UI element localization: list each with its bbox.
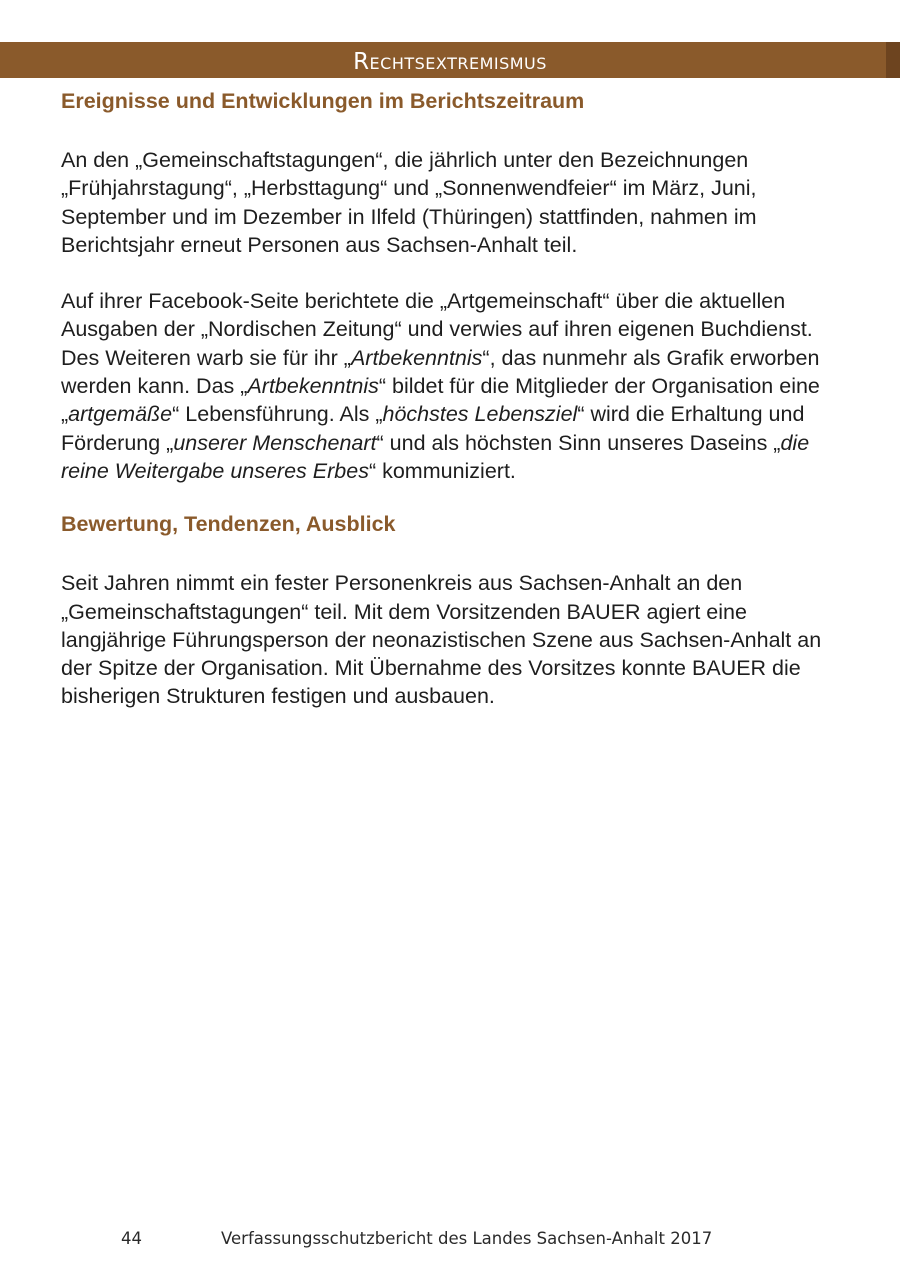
report-title: Verfassungsschutzbericht des Landes Sachsen-Anhalt 2017 — [221, 1229, 713, 1248]
paragraph-facebook — [61, 287, 851, 485]
page-content — [61, 84, 851, 711]
section-heading-events: Ereignisse und Entwicklungen im Berichtszeitraum — [61, 89, 585, 113]
italic-run: die reine Weitergabe unseres Erbes — [61, 430, 810, 483]
text-run: Auf ihrer Facebook-Seite berichtete die „Artgemeinschaft“ über die aktuellen Ausgaben der „Nordischen Zeitung“ und verwies auf ihren eigenen Buchdienst. Des Weiteren warb sie für ihr „ — [61, 289, 813, 370]
italic-run: Artbekenntnis — [247, 374, 379, 399]
text-run: “, das nunmehr als Grafik erworben werden kann. Das „ — [61, 345, 820, 399]
paragraph-assessment: Seit Jahren nimmt ein fester Personenkreis aus Sachsen-Anhalt an den „Gemeinschaftstagungen“ teil. Mit dem Vorsitzenden BAUER agiert eine langjährige Führungsperson der neonazistischen Szene aus Sachsen-Anhalt an der Spitze der Organisation. Mit Übernahme des Vorsitzes konnte BAUER die bisherigen Strukturen festigen und ausbauen. — [61, 571, 822, 709]
italic-run: Artbekenntnis — [350, 345, 483, 370]
text-run: “ Lebensführung. Als „ — [172, 402, 383, 427]
text-run: “ und als höchsten Sinn unseres Daseins „ — [376, 430, 781, 455]
text-run: “ bildet für die Mitglieder der Organisation eine „ — [61, 374, 820, 427]
chapter-title: Rechtsextremismus — [353, 49, 547, 75]
paragraph-gemeinschaftstagungen: An den „Gemeinschaftstagungen“, die jährlich unter den Bezeichnungen „Frühjahrstagung“, „Herbsttagung“ und „Sonnenwendfeier“ im März, Juni, September und im Dezember in Ilfeld (Thüringen) stattfinden, nahmen im Berichtsjahr erneut Personen aus Sachsen-Anhalt teil. — [61, 148, 757, 257]
text-run: “ kommuniziert. — [368, 458, 516, 483]
page-footer — [0, 1229, 900, 1253]
page-number: 44 — [121, 1229, 142, 1248]
italic-run: unserer Menschenart — [173, 430, 377, 455]
italic-run: höchstes Lebensziel — [382, 402, 578, 427]
italic-run: artgemäße — [68, 402, 173, 427]
header-band-edge — [886, 42, 900, 78]
chapter-header-band — [0, 42, 900, 78]
text-run: “ wird die Erhaltung und Förderung „ — [61, 402, 805, 455]
section-heading-assessment: Bewertung, Tendenzen, Ausblick — [61, 512, 396, 537]
